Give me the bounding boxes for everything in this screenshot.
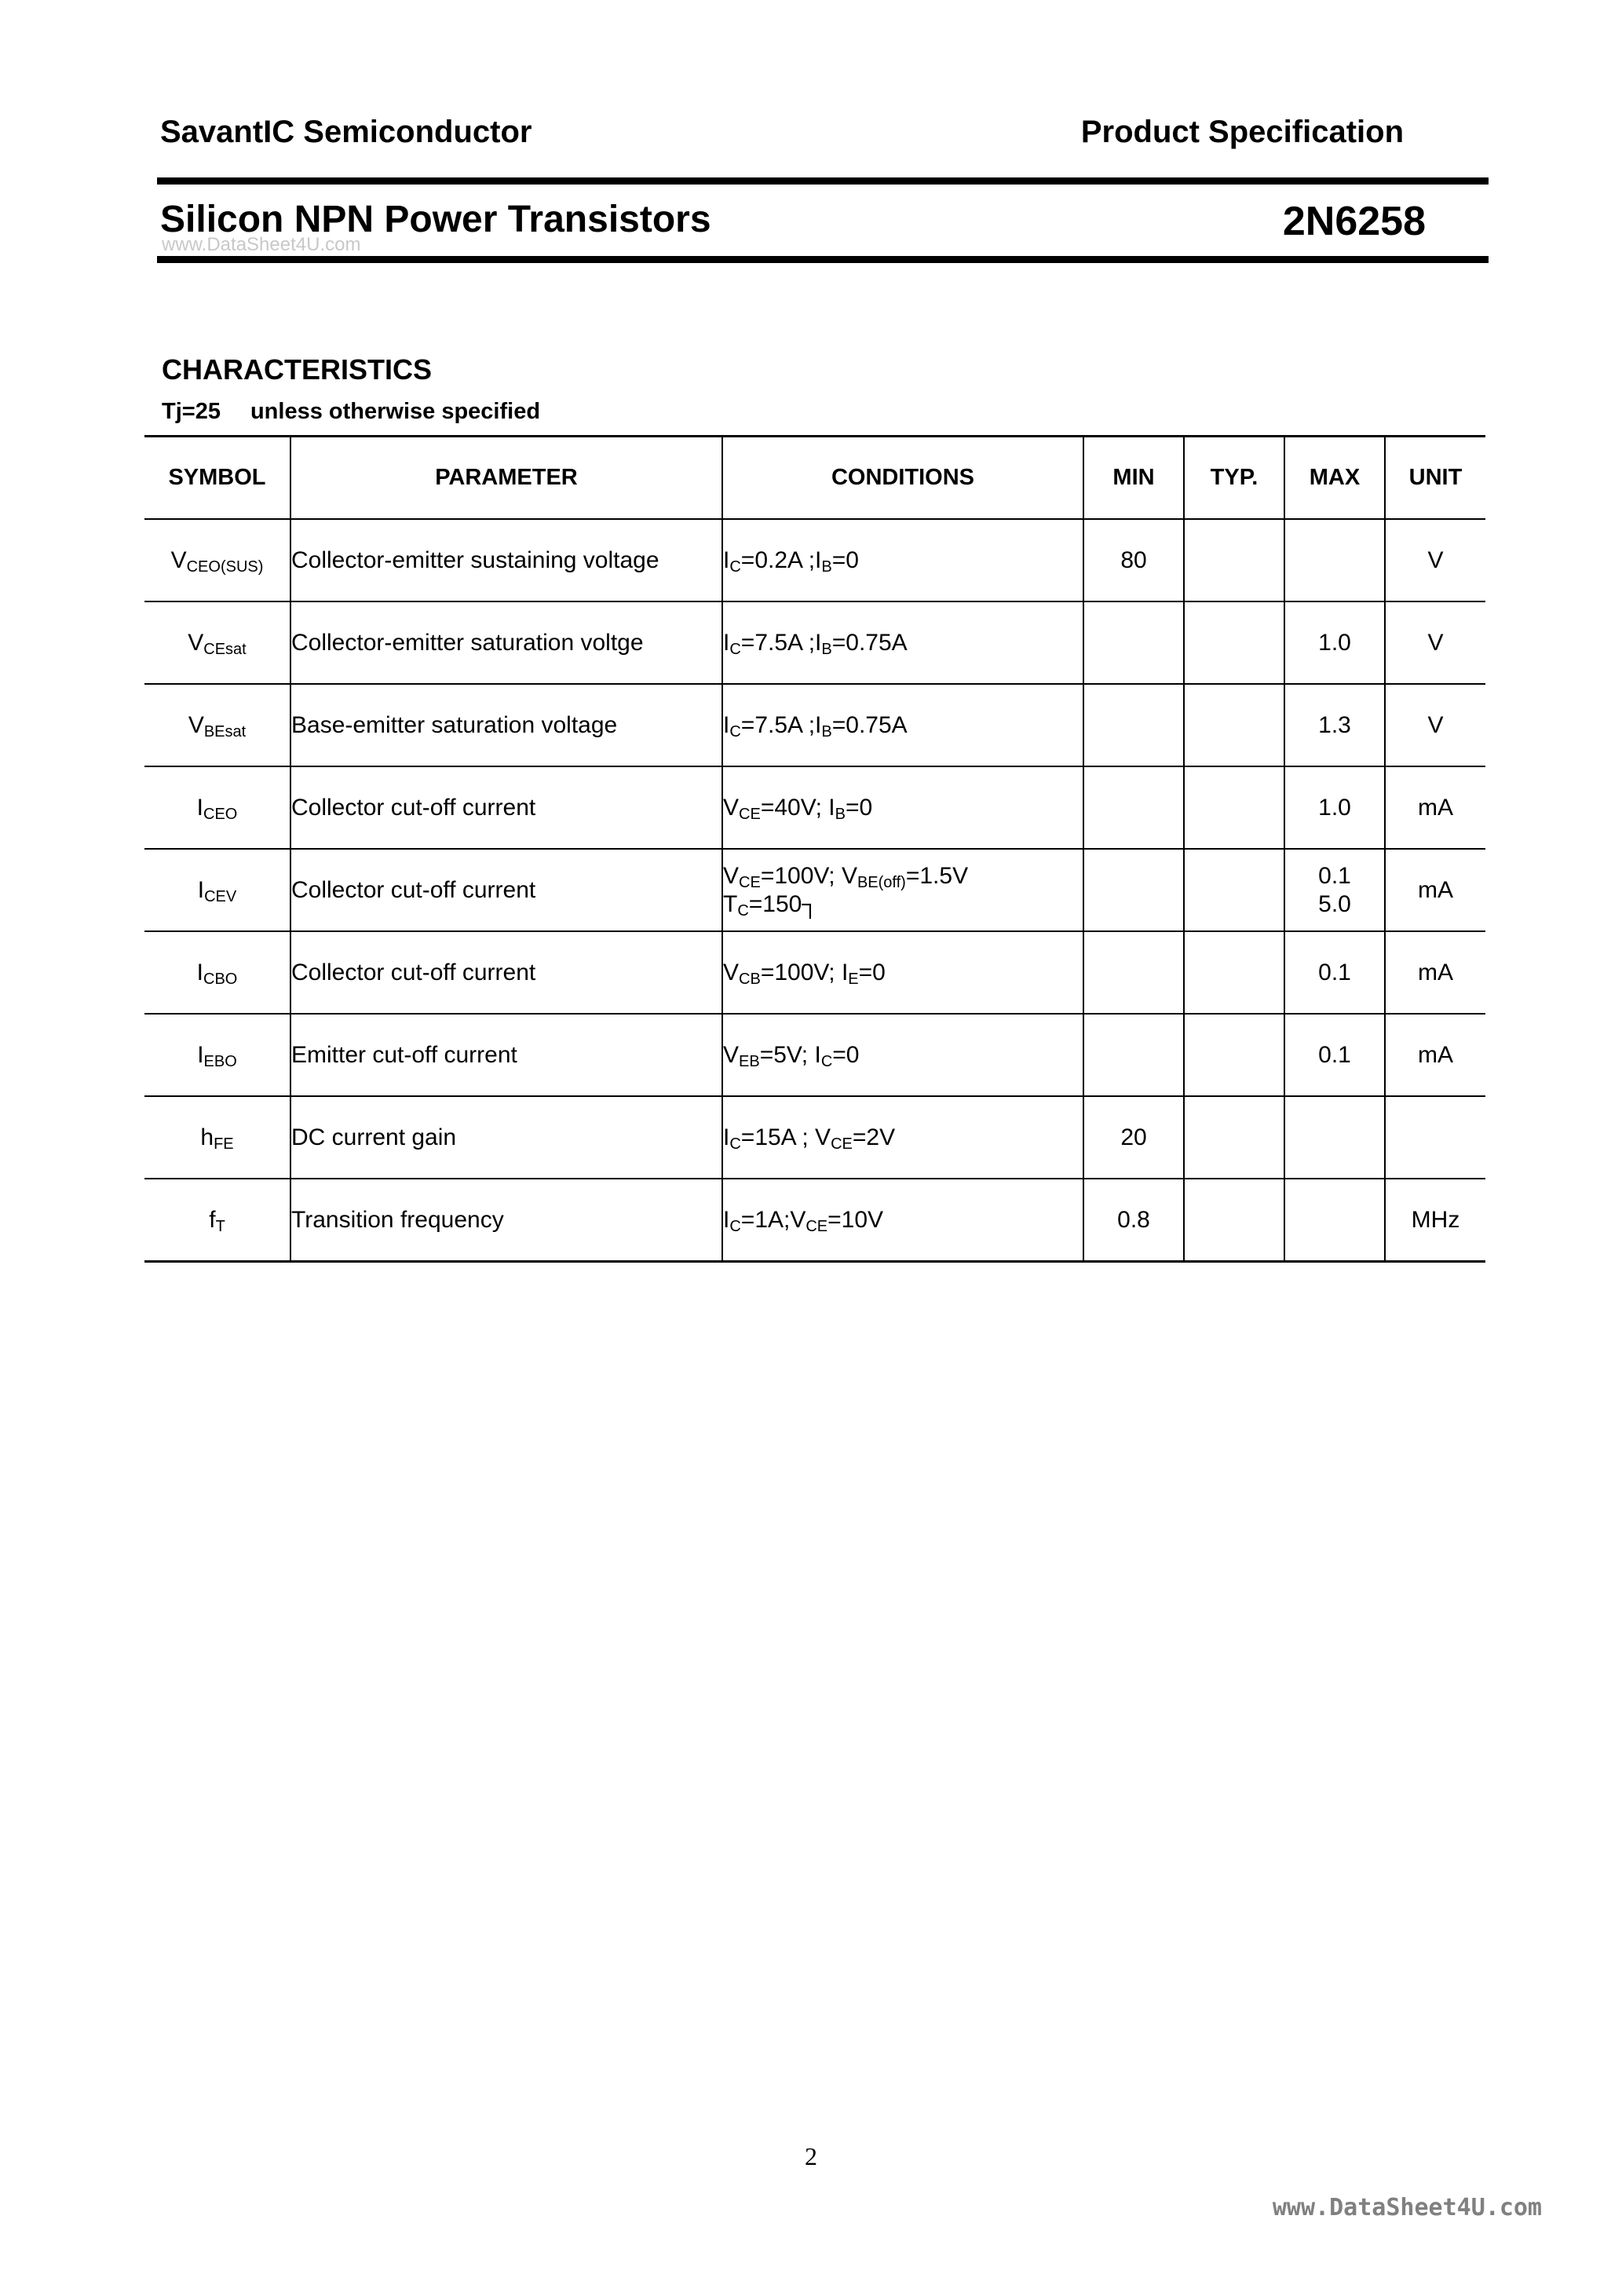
watermark-bottom[interactable]: www.DataSheet4U.com [1272,2194,1542,2221]
symbol-cell: $V_{CEO(SUS)}$ [144,519,290,601]
header-unit: UNIT [1385,437,1485,520]
min-cell [1083,931,1184,1014]
typ-cell [1184,1179,1284,1262]
table-header-row [144,437,1485,520]
min-cell: 0.8 [1083,1179,1184,1262]
tj-label: Tj=25 [162,399,221,424]
table-row [144,766,1485,849]
typ-cell [1184,931,1284,1014]
typ-cell [1184,849,1284,931]
max-cell [1284,519,1385,601]
symbol-cell: $I_{CBO}$ [144,931,290,1014]
max-cell: 0.1 5.0 [1284,849,1385,931]
unit-cell: mA [1385,931,1485,1014]
table-row [144,1179,1485,1262]
table-row [144,684,1485,766]
degree-glyph: ┐ [802,890,819,917]
symbol-cell: $f_T$ [144,1179,290,1262]
parameter-cell: Collector cut-off current [290,931,722,1014]
conditions-cell: $I_C=0.2A$ $;I_B=0$ [722,519,1083,601]
max-cell [1284,1096,1385,1179]
part-number: 2N6258 [1282,199,1426,244]
max-cell: 1.0 [1284,601,1385,684]
max-cell: 0.1 [1284,1014,1385,1096]
tj-note: unless otherwise specified [250,399,541,424]
unit-cell: mA [1385,1014,1485,1096]
table-row [144,1014,1485,1096]
min-cell [1083,849,1184,931]
header-conditions: CONDITIONS [722,437,1083,520]
table-row [144,601,1485,684]
unit-cell: MHz [1385,1179,1485,1262]
symbol-cell: $I_{CEO}$ [144,766,290,849]
header-min: MIN [1083,437,1184,520]
min-cell [1083,766,1184,849]
table-row [144,519,1485,601]
symbol-cell: $V_{CEsat}$ [144,601,290,684]
test-condition [162,399,540,425]
parameter-cell: Collector-emitter sustaining voltage [290,519,722,601]
typ-cell [1184,1014,1284,1096]
header-symbol: SYMBOL [144,437,290,520]
header-max: MAX [1284,437,1385,520]
parameter-cell: Collector cut-off current [290,849,722,931]
section-title: CHARACTERISTICS [162,353,433,386]
document-type: Product Specification [1080,115,1404,149]
conditions-cell: $I_C=7.5A$ $;I_B=0.75A$ [722,601,1083,684]
header-typ: TYP. [1184,437,1284,520]
typ-cell [1184,684,1284,766]
table-row [144,1096,1485,1179]
min-cell: 80 [1083,519,1184,601]
parameter-cell: DC current gain [290,1096,722,1179]
conditions-cell: $V_{CE}=40V$; $I_B=0$ [722,766,1083,849]
max-cell: 1.0 [1284,766,1385,849]
min-cell: 20 [1083,1096,1184,1179]
table-row [144,849,1485,931]
table-row [144,931,1485,1014]
max-cell: 0.1 [1284,931,1385,1014]
parameter-cell: Emitter cut-off current [290,1014,722,1096]
conditions-cell: $I_C=15A$ ; $V_{CE}=2V$ [722,1096,1083,1179]
unit-cell: mA [1385,766,1485,849]
parameter-cell: Transition frequency [290,1179,722,1262]
symbol-cell: $I_{EBO}$ [144,1014,290,1096]
min-cell [1083,601,1184,684]
unit-cell [1385,1096,1485,1179]
typ-cell [1184,766,1284,849]
conditions-cell: $V_{EB}=5V$; $I_C=0$ [722,1014,1083,1096]
unit-cell: mA [1385,849,1485,931]
unit-cell: V [1385,684,1485,766]
typ-cell [1184,1096,1284,1179]
company-name: SavantIC Semiconductor [160,115,532,149]
min-cell [1083,1014,1184,1096]
max-cell [1284,1179,1385,1262]
header-rule-bottom [157,256,1489,263]
typ-cell [1184,601,1284,684]
product-title: Silicon NPN Power Transistors [160,199,711,240]
parameter-cell: Collector cut-off current [290,766,722,849]
unit-cell: V [1385,601,1485,684]
parameter-cell: Collector-emitter saturation voltge [290,601,722,684]
page-number: 2 [805,2142,817,2170]
symbol-cell: $V_{BEsat}$ [144,684,290,766]
header-rule-top [157,177,1489,185]
characteristics-table [144,435,1485,1263]
conditions-cell: $I_C=7.5A$ $;I_B=0.75A$ [722,684,1083,766]
typ-cell [1184,519,1284,601]
symbol-cell: $h_{FE}$ [144,1096,290,1179]
header-parameter: PARAMETER [290,437,722,520]
conditions-cell: $I_C=1A;V_{CE}=10V$ [722,1179,1083,1262]
symbol-cell: $I_{CEV}$ [144,849,290,931]
parameter-cell: Base-emitter saturation voltage [290,684,722,766]
unit-cell: V [1385,519,1485,601]
conditions-cell: $V_{CE}=100V$; $V_{BE(off)}=1.5V$ $T_C=150┐$ [722,849,1083,931]
watermark-top: www.DataSheet4U.com [162,234,361,255]
max-cell: 1.3 [1284,684,1385,766]
conditions-cell: $V_{CB}=100V$; $I_E=0$ [722,931,1083,1014]
min-cell [1083,684,1184,766]
